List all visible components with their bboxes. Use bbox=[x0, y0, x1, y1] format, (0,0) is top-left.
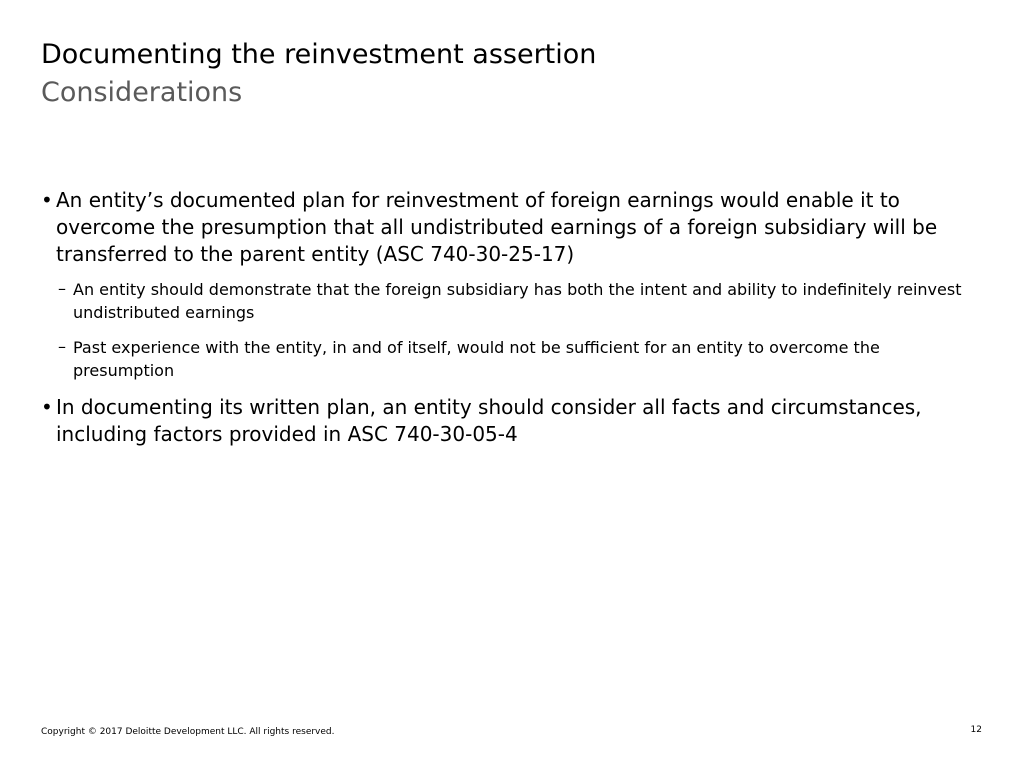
page-number: 12 bbox=[970, 725, 982, 735]
slide-subtitle: Considerations bbox=[41, 77, 243, 108]
bullet-text: In documenting its written plan, an entity should consider all facts and circumstances, including factors provided in ASC 740-30-05-4 bbox=[56, 395, 922, 446]
slide-content bbox=[41, 187, 981, 458]
footer-copyright: Copyright © 2017 Deloitte Development LLC. All rights reserved. bbox=[41, 727, 335, 737]
sub-bullet-text: An entity should demonstrate that the foreign subsidiary has both the intent and ability to indefinitely reinvest undistributed earnings bbox=[73, 280, 962, 322]
bullet-item bbox=[41, 394, 981, 448]
sub-bullet-text: Past experience with the entity, in and of itself, would not be sufficient for an entity to overcome the presumption bbox=[73, 338, 880, 380]
dash-marker-icon: – bbox=[58, 279, 66, 298]
bullet-item bbox=[41, 187, 981, 268]
bullet-marker-icon: • bbox=[41, 395, 53, 419]
bullet-text: An entity’s documented plan for reinvestment of foreign earnings would enable it to overcome the presumption that all undistributed earnings of a foreign subsidiary will be transferred to the parent entity (ASC 740-30-25-17) bbox=[56, 188, 938, 266]
slide-title: Documenting the reinvestment assertion bbox=[41, 39, 597, 70]
dash-marker-icon: – bbox=[58, 337, 66, 356]
bullet-marker-icon: • bbox=[41, 188, 53, 212]
sub-bullet-item bbox=[41, 336, 981, 382]
sub-bullet-item bbox=[41, 278, 981, 324]
